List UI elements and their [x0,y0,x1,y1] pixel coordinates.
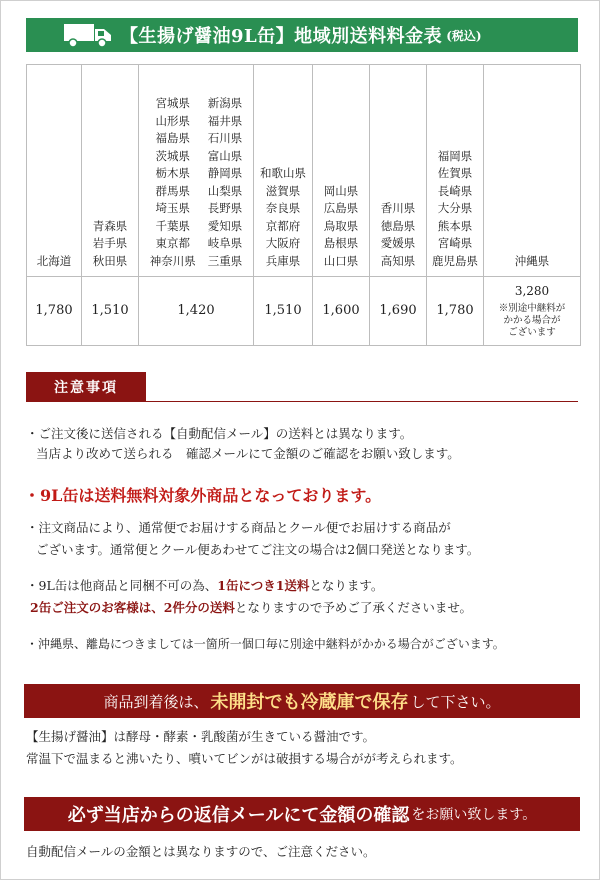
region-cell-tohoku-north: 青森県 岩手県 秋田県 [82,65,139,277]
notice-item-4-line-2: 2缶ご注文のお客様は、2件分の送料となりますので予めご了承くださいませ。 [30,600,473,615]
notice-item-1-line-1: ・ご注文後に送信される【自動配信メール】の送料とは異なります。 [26,426,413,441]
region-cell-kyushu: 福岡県 佐賀県 長崎県 大分県 熊本県 宮崎県 鹿児島県 [427,65,484,277]
storage-text-line-1: 【生揚げ醤油】は酵母・酵素・乳酸菌が生きている醤油です。 [26,729,376,744]
okinawa-price: 3,280 [514,284,550,299]
price-cell: 1,420 [139,277,254,346]
price-cell-okinawa [484,277,581,346]
price-row [27,277,581,346]
price-cell: 1,690 [370,277,427,346]
notice-item-1-line-2: 当店より改めて送られる 確認メールにて金額のご確認をお願い致します。 [36,446,460,461]
region-cell-kanto-chubu [139,65,254,277]
confirm-banner: 必ず当店からの返信メールにて金額の確認 をお願い致します。 [24,797,580,831]
notice-heading: 注意事項 [26,372,146,402]
region-cell-hokkaido: 北海道 [27,65,82,277]
truck-icon [62,20,114,50]
price-cell: 1,600 [313,277,370,346]
price-cell: 1,780 [27,277,82,346]
price-cell: 1,510 [82,277,139,346]
price-cell: 1,510 [254,277,313,346]
shipping-rate-table [26,64,581,346]
notice-item-3-line-2: ございます。通常便とクール便あわせてご注文の場合は2個口発送となります。 [36,542,480,557]
confirm-text: 自動配信メールの金額とは異なりますので、ご注意ください。 [26,844,376,859]
storage-text-line-2: 常温下で温まると沸いたり、噴いてビンがは破損する場合がが考えられます。 [26,751,463,766]
region-cell-okinawa: 沖縄県 [484,65,581,277]
page-title: 【生揚げ醤油9L缶】地域別送料料金表 [120,26,443,47]
price-cell: 1,780 [427,277,484,346]
storage-banner: 商品到着後は、 未開封でも冷蔵庫で保存 して下さい。 [24,684,580,718]
notice-item-2: ・9L缶は送料無料対象外商品となっております。 [24,486,382,505]
region-cell-chugoku: 岡山県 広島県 鳥取県 島根県 山口県 [313,65,370,277]
tax-note: (税込) [446,28,482,43]
notice-item-5: ・沖縄県、離島につきましては一箇所一個口毎に別途中継料がかかる場合がございます。 [26,637,505,651]
region-cell-shikoku: 香川県 徳島県 愛媛県 高知県 [370,65,427,277]
divider [26,401,578,402]
notice-item-3-line-1: ・注文商品により、通常便でお届けする商品とクール便でお届けする商品が [26,520,451,535]
header-bar [26,18,578,52]
prefecture-list-left: 宮城県 山形県 福島県 茨城県 栃木県 群馬県 埼玉県 千葉県 東京都 神奈川県 [149,96,196,268]
okinawa-note: ※別途中継料が かかる場合が ございます [498,302,566,338]
region-cell-kinki: 和歌山県 滋賀県 奈良県 京都府 大阪府 兵庫県 [254,65,313,277]
prefecture-list-right: 新潟県 福井県 石川県 富山県 静岡県 山梨県 長野県 愛知県 岐阜県 三重県 [207,96,243,268]
region-row [27,65,581,277]
notice-item-4-line-1: ・9L缶は他商品と同梱不可の為、1缶につき1送料となります。 [26,578,384,593]
